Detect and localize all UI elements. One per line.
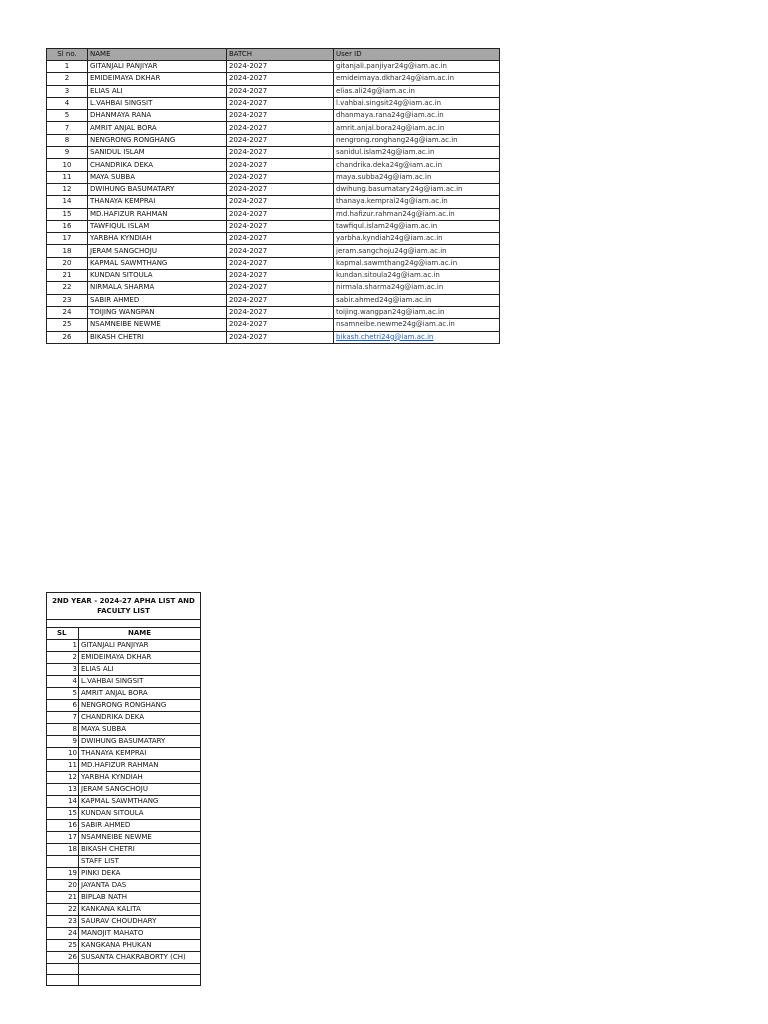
cell-batch: 2024-2027 bbox=[227, 208, 334, 220]
cell-sl: 18 bbox=[47, 245, 88, 257]
cell-user-id: dhanmaya.rana24g@iam.ac.in bbox=[334, 110, 500, 122]
cell-name: EMIDEIMAYA DKHAR bbox=[79, 652, 201, 664]
cell-batch: 2024-2027 bbox=[227, 196, 334, 208]
cell-name: YARBHA KYNDIAH bbox=[79, 772, 201, 784]
cell-name: KUNDAN SITOULA bbox=[88, 270, 227, 282]
cell-batch: 2024-2027 bbox=[227, 282, 334, 294]
table-row bbox=[47, 282, 500, 294]
cell-sl bbox=[47, 856, 79, 868]
table-row bbox=[47, 122, 500, 134]
cell-sl: 2 bbox=[47, 652, 79, 664]
cell-name: MD.HAFIZUR RAHMAN bbox=[88, 208, 227, 220]
cell-sl: 4 bbox=[47, 97, 88, 109]
list-item bbox=[47, 928, 201, 940]
cell-name: ELIAS ALI bbox=[79, 664, 201, 676]
table-row bbox=[47, 134, 500, 146]
cell-sl: 16 bbox=[47, 220, 88, 232]
empty-row bbox=[47, 975, 201, 986]
header-batch: BATCH bbox=[227, 49, 334, 61]
faculty-list-table bbox=[46, 592, 201, 986]
cell-sl: 19 bbox=[47, 868, 79, 880]
header-name: NAME bbox=[88, 49, 227, 61]
cell-name: MD.HAFIZUR RAHMAN bbox=[79, 760, 201, 772]
cell-user-id: tawfiqul.islam24g@iam.ac.in bbox=[334, 220, 500, 232]
cell-sl: 17 bbox=[47, 233, 88, 245]
cell-batch: 2024-2027 bbox=[227, 319, 334, 331]
table-row bbox=[47, 208, 500, 220]
cell-sl: 1 bbox=[47, 640, 79, 652]
table-row bbox=[47, 110, 500, 122]
table-row bbox=[47, 270, 500, 282]
list-item bbox=[47, 748, 201, 760]
cell-user-id: kundan.sitoula24g@iam.ac.in bbox=[334, 270, 500, 282]
cell-batch: 2024-2027 bbox=[227, 110, 334, 122]
list-item bbox=[47, 676, 201, 688]
table-row bbox=[47, 147, 500, 159]
cell-name: NSAMNEIBE NEWME bbox=[79, 832, 201, 844]
cell-batch: 2024-2027 bbox=[227, 122, 334, 134]
cell-user-id: elias.ali24g@iam.ac.in bbox=[334, 85, 500, 97]
cell-sl: 25 bbox=[47, 940, 79, 952]
cell-name: SABIR AHMED bbox=[79, 820, 201, 832]
header-sl: SL bbox=[47, 628, 79, 640]
cell-name: SUSANTA CHAKRABORTY (CH) bbox=[79, 952, 201, 964]
cell-sl: 11 bbox=[47, 760, 79, 772]
table-row bbox=[47, 73, 500, 85]
roster-body bbox=[47, 61, 500, 344]
table-row bbox=[47, 97, 500, 109]
cell-name: CHANDRIKA DEKA bbox=[79, 712, 201, 724]
cell-sl: 9 bbox=[47, 147, 88, 159]
cell-name: JERAM SANGCHOJU bbox=[79, 784, 201, 796]
cell-user-id: jeram.sangchoju24g@iam.ac.in bbox=[334, 245, 500, 257]
cell-name: KANGKANA PHUKAN bbox=[79, 940, 201, 952]
list-item bbox=[47, 640, 201, 652]
cell-sl: 9 bbox=[47, 736, 79, 748]
section-label: STAFF LIST bbox=[79, 856, 201, 868]
cell-sl: 13 bbox=[47, 784, 79, 796]
cell-user-id: maya.subba24g@iam.ac.in bbox=[334, 171, 500, 183]
list-item bbox=[47, 892, 201, 904]
student-roster-table bbox=[46, 48, 500, 344]
cell-name: TOIJING WANGPAN bbox=[88, 306, 227, 318]
header-user-id: User ID bbox=[334, 49, 500, 61]
cell-sl: 8 bbox=[47, 724, 79, 736]
cell-name: NENGRONG RONGHANG bbox=[88, 134, 227, 146]
roster-header-row bbox=[47, 49, 500, 61]
cell-sl: 7 bbox=[47, 712, 79, 724]
cell-name: KUNDAN SITOULA bbox=[79, 808, 201, 820]
cell-name: JAYANTA DAS bbox=[79, 880, 201, 892]
cell-user-id: thanaya.kemprai24g@iam.ac.in bbox=[334, 196, 500, 208]
cell-name: MAYA SUBBA bbox=[88, 171, 227, 183]
cell-name: SABIR AHMED bbox=[88, 294, 227, 306]
list-item bbox=[47, 700, 201, 712]
cell-batch: 2024-2027 bbox=[227, 245, 334, 257]
list-item bbox=[47, 772, 201, 784]
blank-row bbox=[47, 620, 201, 628]
cell-sl: 10 bbox=[47, 159, 88, 171]
cell-name: EMIDEIMAYA DKHAR bbox=[88, 73, 227, 85]
cell-user-id: l.vahbai.singsit24g@iam.ac.in bbox=[334, 97, 500, 109]
list-item bbox=[47, 688, 201, 700]
cell-sl: 25 bbox=[47, 319, 88, 331]
cell-name: NENGRONG RONGHANG bbox=[79, 700, 201, 712]
cell-sl: 24 bbox=[47, 928, 79, 940]
cell-sl: 26 bbox=[47, 952, 79, 964]
cell-batch: 2024-2027 bbox=[227, 257, 334, 269]
cell-sl: 5 bbox=[47, 688, 79, 700]
list-item bbox=[47, 808, 201, 820]
email-link[interactable]: bikash.chetri24g@iam.ac.in bbox=[334, 331, 500, 343]
cell-batch: 2024-2027 bbox=[227, 85, 334, 97]
list-item bbox=[47, 652, 201, 664]
cell-name: NSAMNEIBE NEWME bbox=[88, 319, 227, 331]
cell-sl: 6 bbox=[47, 700, 79, 712]
cell-name: BIPLAB NATH bbox=[79, 892, 201, 904]
cell-sl: 21 bbox=[47, 892, 79, 904]
list-item bbox=[47, 820, 201, 832]
header-sl-no: Sl no. bbox=[47, 49, 88, 61]
list-item bbox=[47, 856, 201, 868]
list-item bbox=[47, 724, 201, 736]
cell-sl: 23 bbox=[47, 294, 88, 306]
table-row bbox=[47, 319, 500, 331]
cell-name: DWIHUNG BASUMATARY bbox=[79, 736, 201, 748]
empty-row bbox=[47, 964, 201, 975]
cell-name: SAURAV CHOUDHARY bbox=[79, 916, 201, 928]
cell-user-id: dwihung.basumatary24g@iam.ac.in bbox=[334, 183, 500, 195]
cell-name: ELIAS ALI bbox=[88, 85, 227, 97]
table-row bbox=[47, 294, 500, 306]
cell-batch: 2024-2027 bbox=[227, 294, 334, 306]
table-row bbox=[47, 61, 500, 73]
cell-sl: 1 bbox=[47, 61, 88, 73]
cell-sl: 14 bbox=[47, 796, 79, 808]
cell-batch: 2024-2027 bbox=[227, 147, 334, 159]
list-item bbox=[47, 916, 201, 928]
list-item bbox=[47, 664, 201, 676]
cell-batch: 2024-2027 bbox=[227, 134, 334, 146]
cell-user-id: nirmala.sharma24g@iam.ac.in bbox=[334, 282, 500, 294]
cell-sl: 3 bbox=[47, 85, 88, 97]
cell-name: AMRIT ANJAL BORA bbox=[88, 122, 227, 134]
cell-name: L.VAHBAI SINGSIT bbox=[79, 676, 201, 688]
table-row bbox=[47, 85, 500, 97]
cell-batch: 2024-2027 bbox=[227, 331, 334, 343]
cell-sl: 12 bbox=[47, 772, 79, 784]
cell-user-id: amrit.anjal.bora24g@iam.ac.in bbox=[334, 122, 500, 134]
cell-user-id: gitanjali.panjiyar24g@iam.ac.in bbox=[334, 61, 500, 73]
faculty-list-body bbox=[47, 593, 201, 986]
cell-user-id: kapmal.sawmthang24g@iam.ac.in bbox=[334, 257, 500, 269]
cell-sl: 4 bbox=[47, 676, 79, 688]
cell-sl: 26 bbox=[47, 331, 88, 343]
header-name: NAME bbox=[79, 628, 201, 640]
table-row bbox=[47, 159, 500, 171]
cell-sl: 12 bbox=[47, 183, 88, 195]
cell-name: YARBHA KYNDIAH bbox=[88, 233, 227, 245]
cell-sl: 20 bbox=[47, 880, 79, 892]
cell-name: JERAM SANGCHOJU bbox=[88, 245, 227, 257]
cell-name: DHANMAYA RANA bbox=[88, 110, 227, 122]
cell-user-id: nengrong.ronghang24g@iam.ac.in bbox=[334, 134, 500, 146]
cell-sl: 22 bbox=[47, 282, 88, 294]
cell-name: KANKANA KALITA bbox=[79, 904, 201, 916]
cell-batch: 2024-2027 bbox=[227, 73, 334, 85]
cell-name: L.VAHBAI SINGSIT bbox=[88, 97, 227, 109]
empty-cell bbox=[79, 964, 201, 975]
cell-batch: 2024-2027 bbox=[227, 159, 334, 171]
cell-user-id: sabir.ahmed24g@iam.ac.in bbox=[334, 294, 500, 306]
cell-name: CHANDRIKA DEKA bbox=[88, 159, 227, 171]
list-item bbox=[47, 736, 201, 748]
cell-batch: 2024-2027 bbox=[227, 270, 334, 282]
cell-sl: 15 bbox=[47, 808, 79, 820]
table-row bbox=[47, 233, 500, 245]
empty-cell bbox=[79, 975, 201, 986]
cell-sl: 10 bbox=[47, 748, 79, 760]
list-item bbox=[47, 952, 201, 964]
cell-sl: 11 bbox=[47, 171, 88, 183]
cell-user-id: emideimaya.dkhar24g@iam.ac.in bbox=[334, 73, 500, 85]
cell-sl: 8 bbox=[47, 134, 88, 146]
list-item bbox=[47, 760, 201, 772]
list-item bbox=[47, 940, 201, 952]
cell-sl: 2 bbox=[47, 73, 88, 85]
list-item bbox=[47, 844, 201, 856]
cell-name: SANIDUL ISLAM bbox=[88, 147, 227, 159]
cell-name: DWIHUNG BASUMATARY bbox=[88, 183, 227, 195]
cell-user-id: nsamneibe.newme24g@iam.ac.in bbox=[334, 319, 500, 331]
list-item bbox=[47, 868, 201, 880]
cell-name: TAWFIQUL ISLAM bbox=[88, 220, 227, 232]
cell-sl: 3 bbox=[47, 664, 79, 676]
cell-sl: 5 bbox=[47, 110, 88, 122]
cell-user-id: chandrika.deka24g@iam.ac.in bbox=[334, 159, 500, 171]
cell-name: GITANJALI PANJIYAR bbox=[79, 640, 201, 652]
faculty-list-title: 2ND YEAR - 2024-27 APHA LIST AND FACULTY LIST bbox=[47, 593, 201, 620]
cell-batch: 2024-2027 bbox=[227, 306, 334, 318]
cell-name: BIKASH CHETRI bbox=[88, 331, 227, 343]
cell-name: AMRIT ANJAL BORA bbox=[79, 688, 201, 700]
list-item bbox=[47, 712, 201, 724]
table-row bbox=[47, 257, 500, 269]
cell-name: KAPMAL SAWMTHANG bbox=[79, 796, 201, 808]
cell-sl: 22 bbox=[47, 904, 79, 916]
cell-sl: 7 bbox=[47, 122, 88, 134]
cell-user-id: yarbha.kyndiah24g@iam.ac.in bbox=[334, 233, 500, 245]
cell-sl: 16 bbox=[47, 820, 79, 832]
table-row bbox=[47, 220, 500, 232]
table-row bbox=[47, 306, 500, 318]
cell-sl: 14 bbox=[47, 196, 88, 208]
table-row bbox=[47, 331, 500, 343]
cell-batch: 2024-2027 bbox=[227, 233, 334, 245]
cell-user-id: md.hafizur.rahman24g@iam.ac.in bbox=[334, 208, 500, 220]
cell-user-id: toijing.wangpan24g@iam.ac.in bbox=[334, 306, 500, 318]
cell-name: KAPMAL SAWMTHANG bbox=[88, 257, 227, 269]
cell-name: GITANJALI PANJIYAR bbox=[88, 61, 227, 73]
faculty-list-header-row bbox=[47, 628, 201, 640]
cell-batch: 2024-2027 bbox=[227, 61, 334, 73]
table-row bbox=[47, 245, 500, 257]
cell-name: NIRMALA SHARMA bbox=[88, 282, 227, 294]
list-item bbox=[47, 832, 201, 844]
table-row bbox=[47, 171, 500, 183]
empty-cell bbox=[47, 975, 79, 986]
list-item bbox=[47, 880, 201, 892]
table-row bbox=[47, 183, 500, 195]
cell-sl: 20 bbox=[47, 257, 88, 269]
cell-name: THANAYA KEMPRAI bbox=[88, 196, 227, 208]
faculty-list-title-row bbox=[47, 593, 201, 620]
table-row bbox=[47, 196, 500, 208]
cell-name: THANAYA KEMPRAI bbox=[79, 748, 201, 760]
cell-name: MANOJIT MAHATO bbox=[79, 928, 201, 940]
cell-name: BIKASH CHETRI bbox=[79, 844, 201, 856]
cell-sl: 18 bbox=[47, 844, 79, 856]
cell-sl: 23 bbox=[47, 916, 79, 928]
cell-user-id: sanidul.islam24g@iam.ac.in bbox=[334, 147, 500, 159]
cell-name: PINKI DEKA bbox=[79, 868, 201, 880]
list-item bbox=[47, 796, 201, 808]
cell-sl: 24 bbox=[47, 306, 88, 318]
cell-batch: 2024-2027 bbox=[227, 171, 334, 183]
cell-sl: 15 bbox=[47, 208, 88, 220]
cell-batch: 2024-2027 bbox=[227, 183, 334, 195]
empty-cell bbox=[47, 964, 79, 975]
cell-sl: 21 bbox=[47, 270, 88, 282]
list-item bbox=[47, 784, 201, 796]
cell-sl: 17 bbox=[47, 832, 79, 844]
list-item bbox=[47, 904, 201, 916]
cell-batch: 2024-2027 bbox=[227, 97, 334, 109]
cell-name: MAYA SUBBA bbox=[79, 724, 201, 736]
cell-batch: 2024-2027 bbox=[227, 220, 334, 232]
